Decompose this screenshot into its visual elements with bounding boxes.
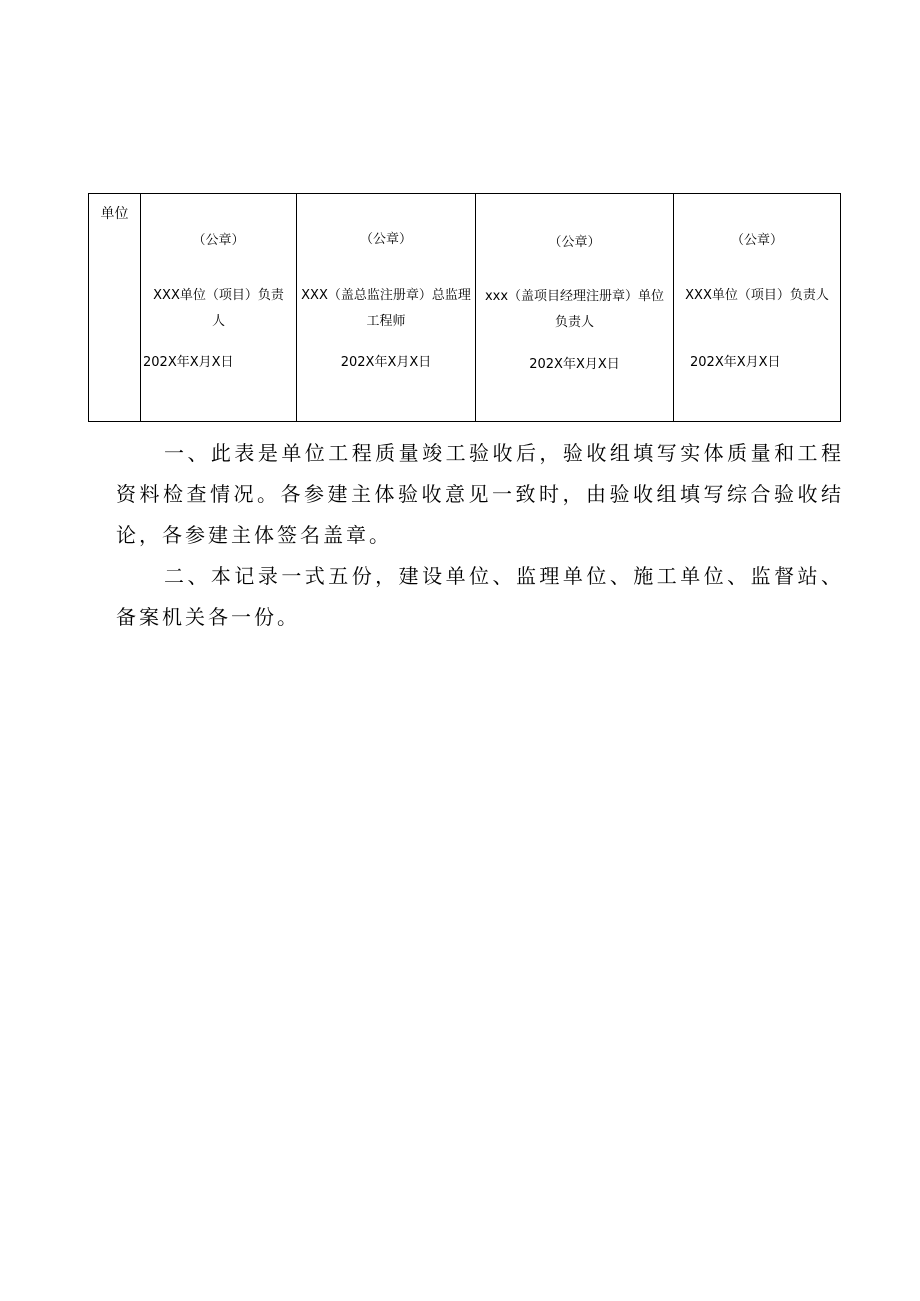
signer-title: xxx（盖项目经理注册章）单位负责人: [484, 289, 665, 330]
sign-date: 202X年X月X日: [690, 355, 781, 370]
signer-title: XXX单位（项目）负责人: [685, 288, 829, 303]
signature-cell-design: [674, 194, 841, 422]
unit-label-cell: [89, 194, 141, 422]
signature-cell-construction: [141, 194, 297, 422]
note-paragraph-1: 一、此表是单位工程质量竣工验收后，验收组填写实体质量和工程资料检查情况。各参建主体验收意见一致时，由验收组填写综合验收结论，各参建主体签名盖章。: [116, 441, 844, 547]
sign-date: 202X年X月X日: [340, 355, 432, 370]
signature-cell-contractor: [476, 194, 674, 422]
signature-cell-supervision: [297, 194, 476, 422]
signer-title: XXX单位（项目）负责人: [153, 288, 284, 329]
seal-label: （公章）: [192, 233, 245, 248]
sign-date: 202X年X月X日: [529, 357, 620, 372]
seal-label: （公章）: [548, 235, 601, 250]
notes-section: [116, 433, 844, 638]
seal-label: （公章）: [730, 233, 783, 248]
sign-date: 202X年X月X日: [143, 355, 234, 370]
unit-label: 单位: [100, 206, 129, 222]
signature-row: [89, 194, 841, 422]
note-paragraph-2: 二、本记录一式五份，建设单位、监理单位、施工单位、监督站、备案机关各一份。: [116, 564, 844, 629]
signer-title: XXX（盖总监注册章）总监理工程师: [301, 288, 471, 329]
signature-table: [88, 193, 841, 422]
seal-label: （公章）: [359, 232, 412, 247]
